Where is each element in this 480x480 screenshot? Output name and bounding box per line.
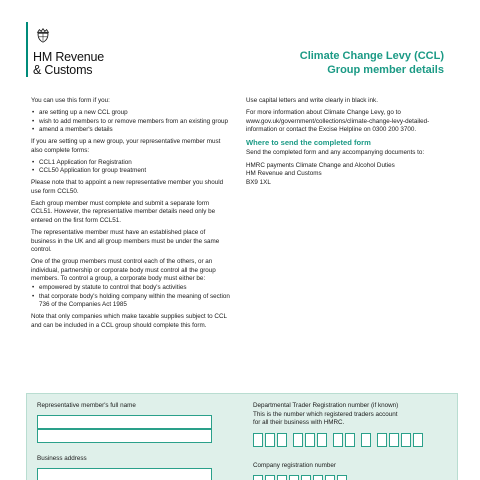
form-title-line2: Group member details [327, 64, 444, 76]
digit-box[interactable] [289, 475, 299, 480]
dtr-number-field[interactable] [253, 433, 433, 447]
logo-bar [26, 22, 28, 77]
instructions-left-column [31, 97, 231, 334]
address-line: HMRC payments Climate Change and Alcohol Duties [246, 161, 395, 169]
hmrc-logo [26, 22, 126, 78]
digit-box[interactable] [265, 475, 275, 480]
digit-box[interactable] [401, 433, 411, 447]
rep-name-field-line1[interactable] [37, 415, 212, 429]
postal-address [246, 162, 446, 187]
business-address-field[interactable] [37, 468, 212, 480]
rep-name-label: Representative member's full name [37, 402, 136, 409]
digit-box[interactable] [377, 433, 387, 447]
company-reg-label: Company registration number [253, 462, 336, 469]
address-line: HM Revenue and Customs [246, 170, 322, 178]
company-reg-field[interactable] [253, 475, 363, 480]
list-item: • empowered by statute to control that body's activities [31, 284, 231, 293]
list-item: • CCL1 Application for Registration [31, 159, 231, 168]
dtr-label-line1: Departmental Trader Registration number (if known) [253, 402, 399, 409]
digit-box[interactable] [317, 433, 327, 447]
control-note: One of the group members must control each of the others, or an individual, partnership or corporate body must control all the group members. To control a group, a corporate body must either be: [31, 258, 216, 283]
digit-box[interactable] [325, 475, 335, 480]
form-title [300, 49, 444, 77]
digit-box[interactable] [253, 475, 263, 480]
list-item: • are setting up a new CCL group [31, 109, 231, 118]
new-group-intro: If you are setting up a new group, your representative member must also complete forms: [31, 138, 221, 154]
digit-box[interactable] [413, 433, 423, 447]
instructions-right-column [246, 97, 446, 187]
digit-box[interactable] [301, 475, 311, 480]
rep-name-field-line2[interactable] [37, 429, 212, 443]
dtr-label-line3: for all their business with HMRC. [253, 419, 345, 427]
logo-text-line2: & Customs [33, 63, 93, 77]
each-member-note: Each group member must complete and submit a separate form CCL51. However, the representative member details need only be entered on the first form CCL51. [31, 199, 216, 225]
send-heading: Where to send the completed form [246, 138, 371, 148]
business-address-label: Business address [37, 455, 87, 462]
list-item: • wish to add members to or remove members from an existing group [31, 118, 231, 127]
digit-box[interactable] [277, 433, 287, 447]
representative-note: The representative member must have an established place of business in the UK and all group members must be under the same control. [31, 229, 220, 254]
digit-box[interactable] [277, 475, 287, 480]
digit-box[interactable] [253, 433, 263, 447]
control-list [31, 284, 231, 310]
logo-text-line1: HM Revenue [33, 50, 104, 64]
more-info-text: For more information about Climate Change Levy, go to www.gov.uk/government/collections/climate-change-levy-detailed-information or contact the Excise Helpline on 0300 200 3700. [246, 108, 430, 134]
digit-box[interactable] [361, 433, 371, 447]
send-text: Send the completed form and any accompanying documents to: [246, 149, 425, 157]
companies-note: Note that only companies which make taxable supplies subject to CCL and can be included in a CCL group should complete this form. [31, 313, 227, 329]
digit-box[interactable] [293, 433, 303, 447]
forms-list [31, 159, 231, 176]
digit-box[interactable] [305, 433, 315, 447]
digit-box[interactable] [389, 433, 399, 447]
form-title-line1: Climate Change Levy (CCL) [299, 50, 444, 62]
list-item: • CCL50 Application for group treatment [31, 167, 231, 176]
address-line: BX9 1XL [246, 178, 271, 186]
digit-box[interactable] [337, 475, 347, 480]
royal-crest-icon [34, 26, 52, 44]
list-item: • that corporate body's holding company within the meaning of section 736 of the Companies Act 1985 [31, 293, 231, 310]
use-list [31, 109, 231, 135]
digit-box[interactable] [345, 433, 355, 447]
appoint-note: Please note that to appoint a new representative member you should use form CCL50. [31, 179, 224, 195]
digit-box[interactable] [333, 433, 343, 447]
digit-box[interactable] [313, 475, 323, 480]
list-item: • amend a member's details [31, 126, 231, 135]
intro-text: You can use this form if you: [31, 97, 110, 104]
digit-box[interactable] [265, 433, 275, 447]
member-details-panel [26, 393, 458, 480]
dtr-label-line2: This is the number which registered traders account [253, 410, 398, 418]
capitals-note: Use capital letters and write clearly in black ink. [246, 97, 378, 104]
